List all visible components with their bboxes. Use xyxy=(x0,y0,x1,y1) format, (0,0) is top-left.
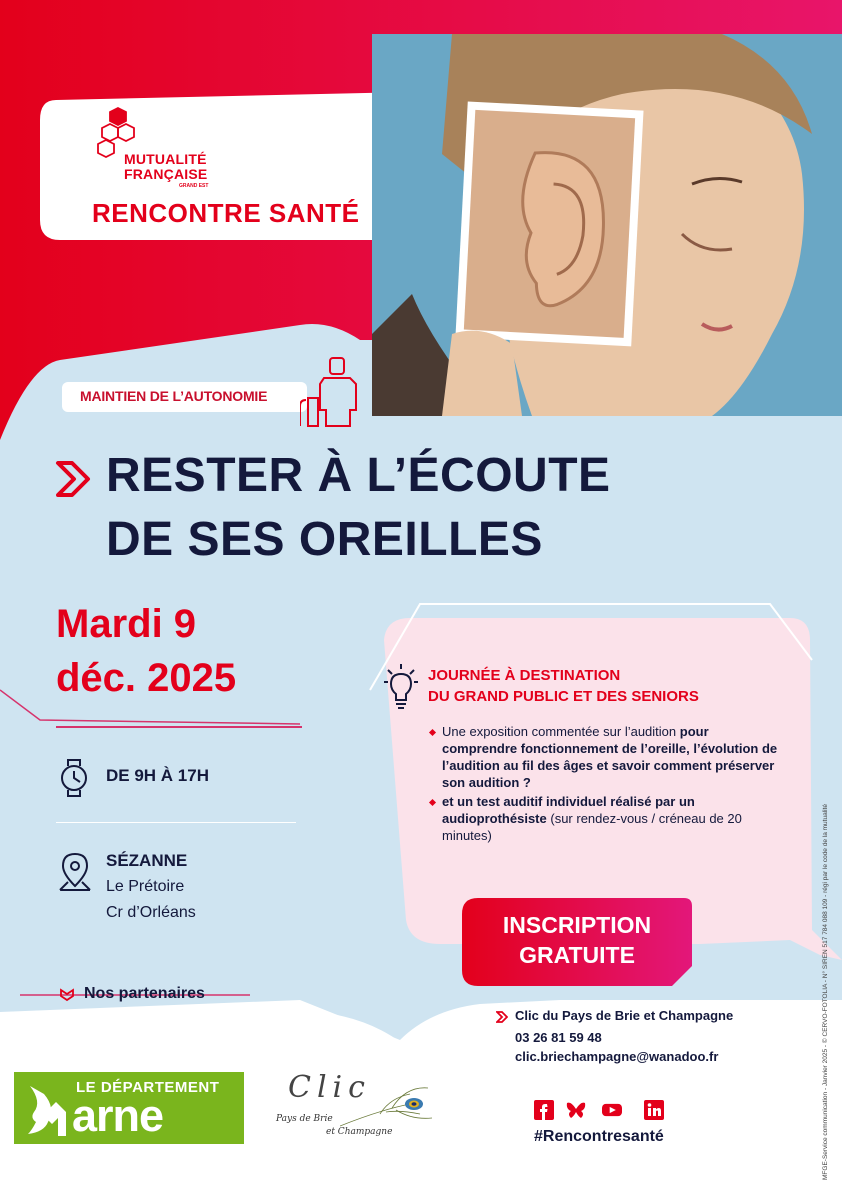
lightbulb-icon xyxy=(384,662,418,712)
legal-mentions: MFGE-Service communication - Janvier 2025 - © CERVO-FOTOLIA - N° SIREN 517 784 088 109 - régi par le code de la mutualité xyxy=(822,803,829,1180)
partners-label: Nos partenaires xyxy=(84,985,205,1002)
divider xyxy=(56,726,302,728)
info-title-line2: DU GRAND PUBLIC ET DES SENIORS xyxy=(428,688,699,705)
headline-line1: RESTER À L’ÉCOUTE xyxy=(106,449,611,502)
chevron-right-icon xyxy=(54,459,94,499)
hashtag: #Rencontresanté xyxy=(534,1128,664,1145)
event-type: RENCONTRE SANTÉ xyxy=(92,198,360,228)
clic-logo-sub2: et Champagne xyxy=(326,1127,393,1137)
elderly-people-icon xyxy=(300,354,362,428)
marne-logo-word: arne xyxy=(72,1090,164,1141)
chevron-right-icon xyxy=(496,1011,508,1023)
butterfly-icon[interactable] xyxy=(566,1100,586,1120)
info-bullet-2: et un test auditif individuel réalisé par un audioprothésiste (sur rendez-vous / créneau de 20 minutes) xyxy=(442,794,742,843)
headline-line2: DE SES OREILLES xyxy=(106,513,543,566)
divider xyxy=(56,822,296,823)
marne-logo-top: LE DÉPARTEMENT xyxy=(76,1079,220,1096)
event-date-line1: Mardi 9 xyxy=(56,602,197,646)
brand-name-line2: FRANÇAISE xyxy=(124,166,208,182)
marne-m-icon xyxy=(26,1082,72,1138)
location-street: Cr d’Orléans xyxy=(106,904,196,921)
contact-email[interactable]: clic.briechampagne@wanadoo.fr xyxy=(515,1049,719,1064)
hero-photo xyxy=(372,34,842,416)
watch-icon xyxy=(56,758,92,798)
contact-organization: Clic du Pays de Brie et Champagne xyxy=(515,1008,734,1023)
chevron-down-icon xyxy=(60,988,74,1002)
location-pin-icon xyxy=(58,852,92,892)
clic-logo-sub1: Pays de Brie xyxy=(276,1114,333,1124)
youtube-icon[interactable] xyxy=(602,1100,622,1120)
clic-logo-word: Clic xyxy=(288,1070,371,1105)
brand-name-line1: MUTUALITÉ xyxy=(124,151,207,167)
facebook-icon[interactable] xyxy=(534,1100,554,1120)
registration-line1: INSCRIPTION xyxy=(502,912,652,938)
registration-line2: GRATUITE xyxy=(519,942,635,968)
location-city: SÉZANNE xyxy=(106,851,188,870)
info-title-line1: JOURNÉE À DESTINATION xyxy=(428,667,621,684)
contact-phone[interactable]: 03 26 81 59 48 xyxy=(515,1030,602,1045)
event-date-line2: déc. 2025 xyxy=(56,656,237,700)
peacock-feather-icon xyxy=(340,1080,436,1130)
location-venue: Le Prétoire xyxy=(106,878,185,895)
theme-label: MAINTIEN DE L’AUTONOMIE xyxy=(80,388,268,404)
event-hours: DE 9H À 17H xyxy=(106,766,209,785)
linkedin-icon[interactable] xyxy=(644,1100,664,1120)
info-bullet-1: Une exposition commentée sur l’audition pour comprendre fonctionnement de l’oreille, l’évolution de l’audition au fil des âges et savoir comment préserver son audition ? xyxy=(442,724,778,790)
brand-region: GRAND EST xyxy=(179,183,209,189)
